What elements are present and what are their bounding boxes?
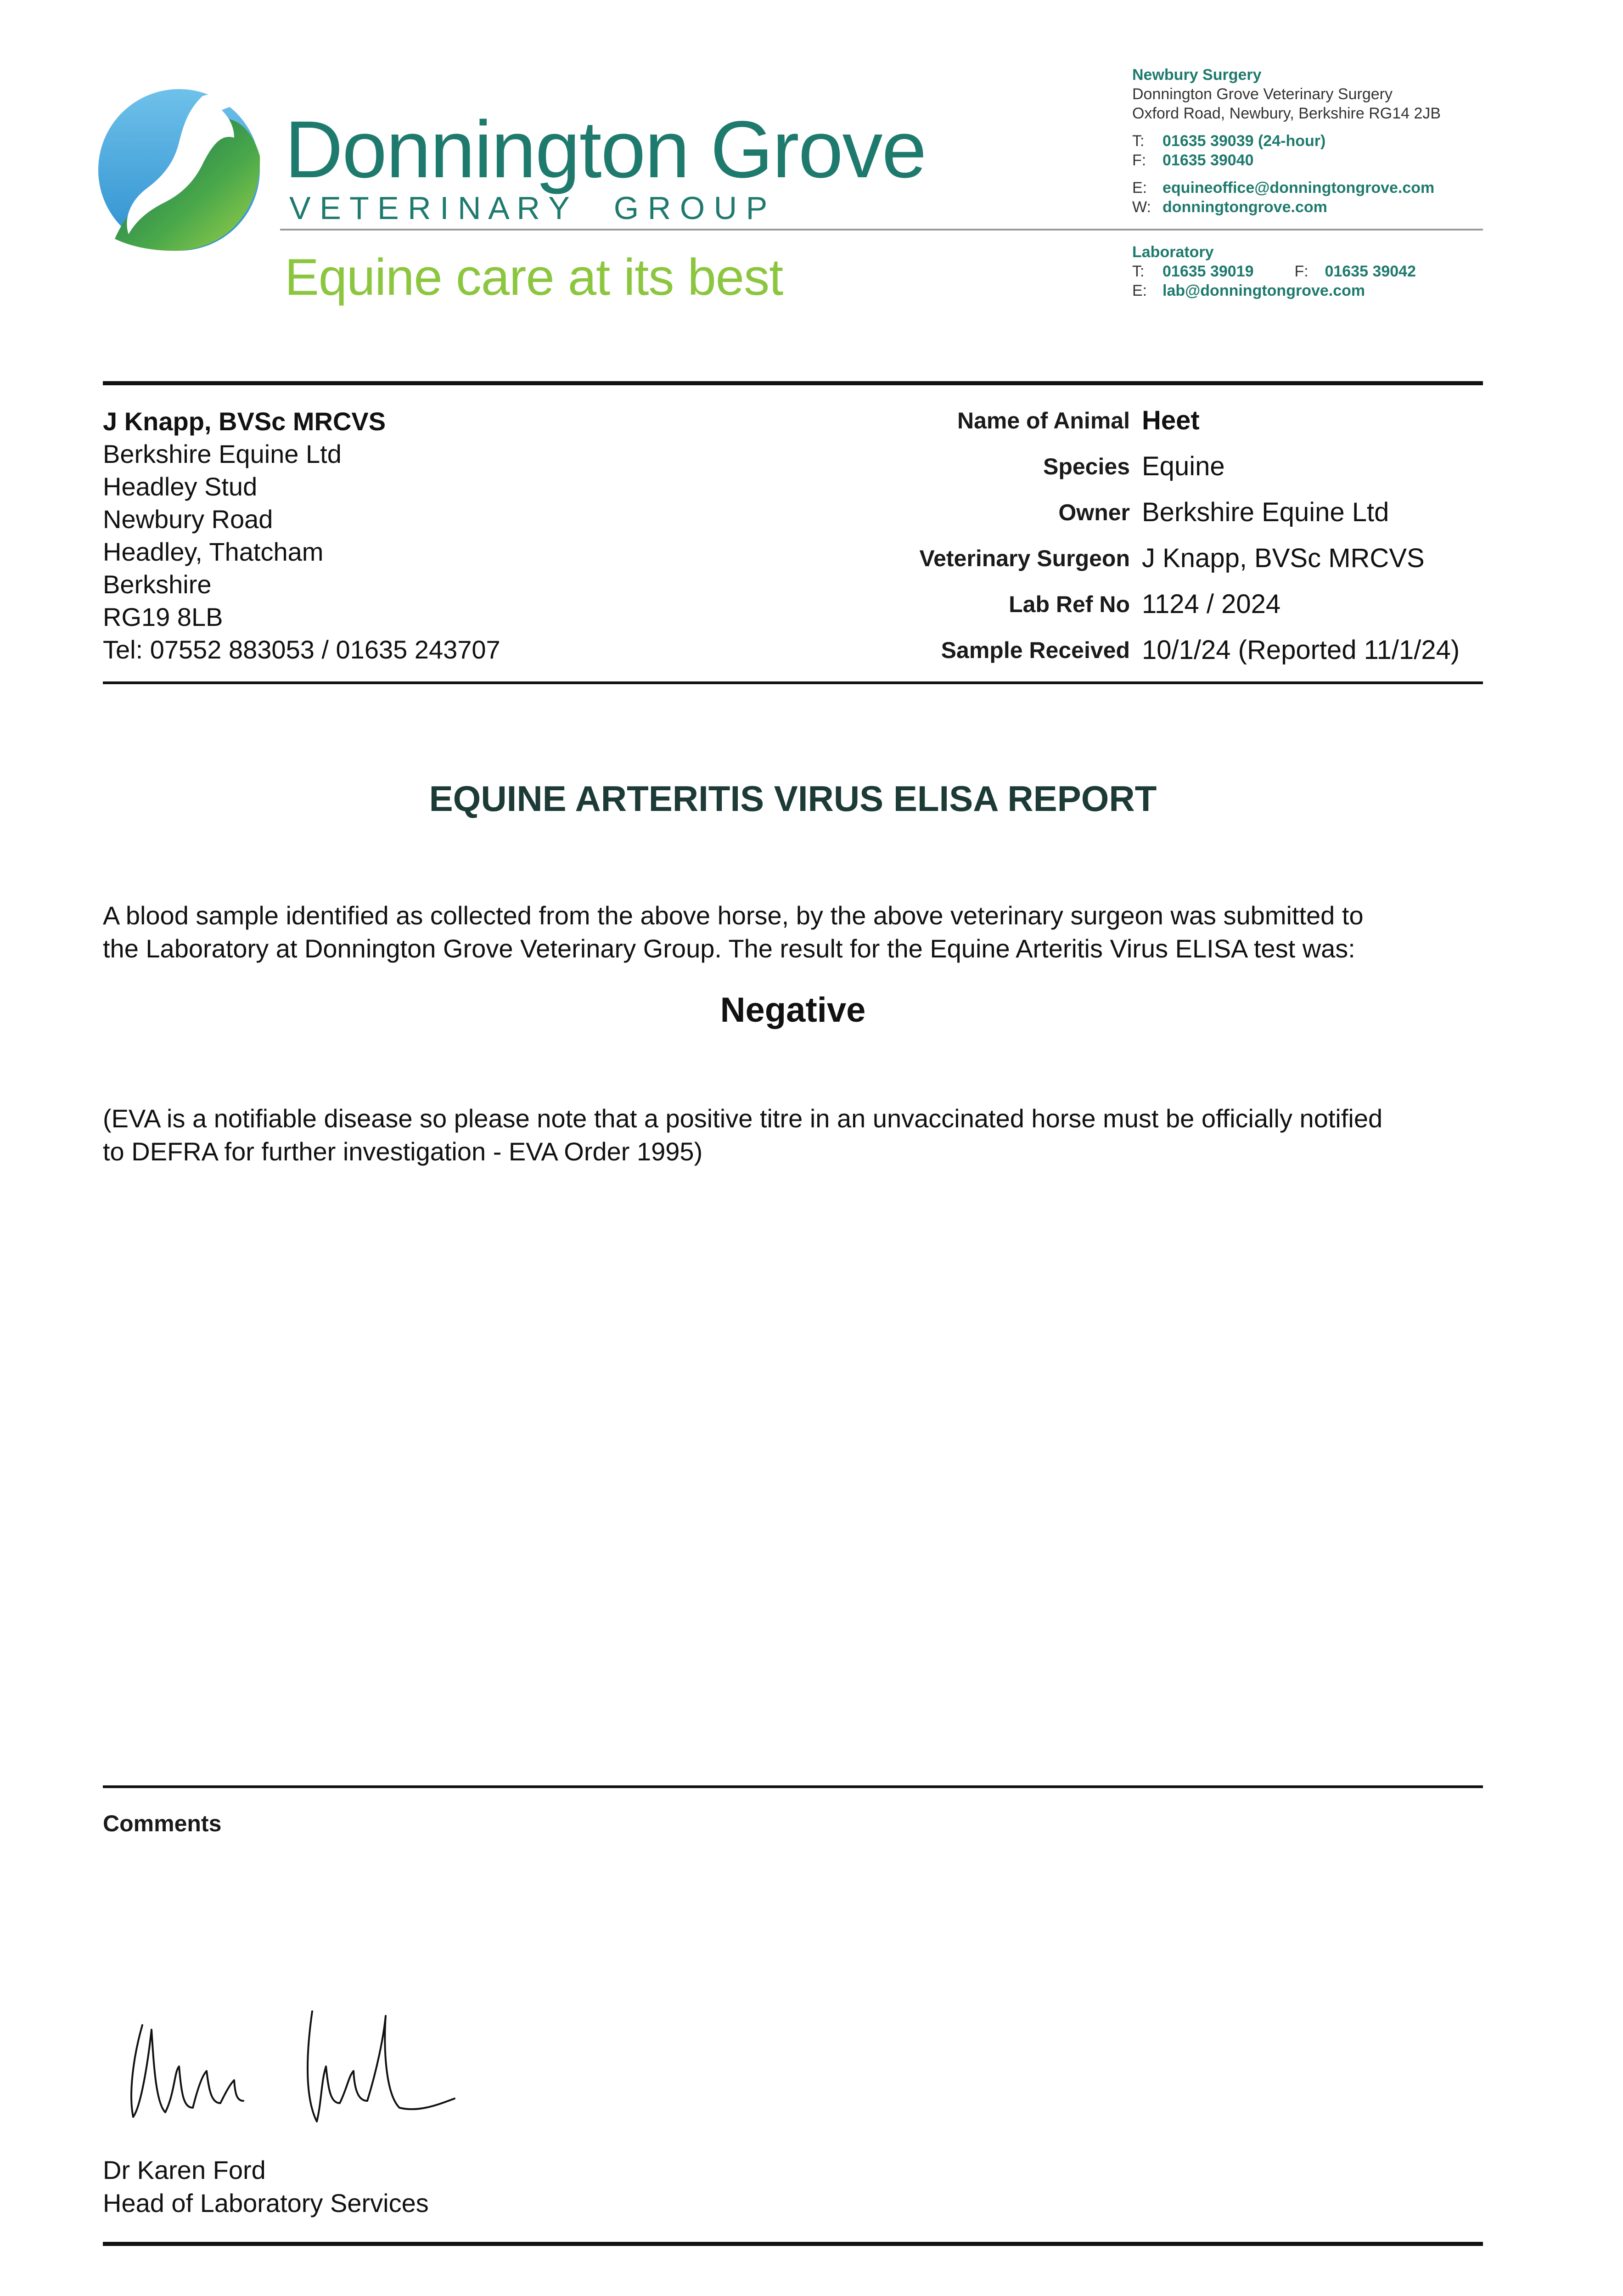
- report-title: EQUINE ARTERITIS VIRUS ELISA REPORT: [429, 778, 1157, 819]
- laboratory-contact-block: [1132, 242, 1416, 300]
- signatory-title: Head of Laboratory Services: [103, 2189, 429, 2217]
- sample-received-label: Sample Received: [941, 637, 1130, 663]
- surgery-address: Oxford Road, Newbury, Berkshire RG14 2JB: [1132, 105, 1441, 122]
- address-line: Headley, Thatcham: [103, 537, 324, 566]
- note-line: to DEFRA for further investigation - EVA Order 1995): [103, 1137, 703, 1166]
- owner-label: Owner: [1058, 500, 1130, 525]
- surgery-email-link[interactable]: equineoffice@donningtongrove.com: [1162, 179, 1435, 197]
- lab-ref-label: Lab Ref No: [1009, 591, 1130, 617]
- owner-value: Berkshire Equine Ltd: [1142, 497, 1389, 527]
- brand-name: Donnington Grove: [285, 105, 926, 195]
- detail-row-owner: [781, 497, 1460, 543]
- lab-fax-label: F:: [1294, 263, 1309, 280]
- animal-name-value: Heet: [1142, 405, 1200, 435]
- signatory-name: Dr Karen Ford: [103, 2155, 266, 2184]
- address-line: Headley Stud: [103, 472, 258, 501]
- lab-heading: Laboratory: [1132, 243, 1214, 261]
- detail-row-species: [781, 451, 1460, 497]
- lab-email-link[interactable]: lab@donningtongrove.com: [1162, 282, 1365, 299]
- address-line: Berkshire Equine Ltd: [103, 439, 342, 468]
- lab-tel-label: T:: [1132, 263, 1145, 280]
- species-label: Species: [1043, 454, 1130, 479]
- web-label: W:: [1132, 198, 1151, 216]
- comments-divider: [103, 1785, 1483, 1788]
- intro-line: A blood sample identified as collected from the above horse, by the above veterinary surgeon was submitted to: [103, 901, 1364, 930]
- address-line: Berkshire: [103, 570, 212, 599]
- header-divider: [280, 229, 1483, 231]
- brand-tagline: Equine care at its best: [285, 248, 783, 306]
- detail-row-vet: [781, 543, 1460, 589]
- detail-row-labref: [781, 589, 1460, 635]
- surgery-name: Donnington Grove Veterinary Surgery: [1132, 85, 1393, 103]
- address-line: RG19 8LB: [103, 602, 223, 631]
- recipient-telephone: Tel: 07552 883053 / 01635 243707: [103, 635, 500, 664]
- top-divider: [103, 381, 1483, 385]
- detail-row-received: [781, 635, 1460, 681]
- lab-email-label: E:: [1132, 282, 1147, 299]
- species-value: Equine: [1142, 451, 1225, 481]
- lab-fax: 01635 39042: [1325, 263, 1416, 280]
- lab-ref-value: 1124 / 2024: [1142, 589, 1281, 619]
- animal-name-label: Name of Animal: [957, 408, 1130, 433]
- lab-tel: 01635 39019: [1162, 263, 1254, 280]
- animal-details: [781, 405, 1460, 681]
- brand-subtitle: V E T E R I N A R Y G R O U P: [289, 190, 768, 226]
- details-divider: [103, 681, 1483, 684]
- notifiable-note: [103, 1102, 1489, 1168]
- fax-label: F:: [1132, 152, 1146, 169]
- vet-label: Veterinary Surgeon: [919, 546, 1130, 571]
- note-line: (EVA is a notifiable disease so please note that a positive titre in an unvaccinated horse must be officially notified: [103, 1104, 1383, 1133]
- sample-received-value: 10/1/24 (Reported 11/1/24): [1142, 635, 1460, 665]
- recipient-name: J Knapp, BVSc MRCVS: [103, 407, 386, 436]
- vet-value: J Knapp, BVSc MRCVS: [1142, 543, 1425, 573]
- surgery-tel: 01635 39039 (24-hour): [1162, 132, 1326, 150]
- detail-row-animal: [781, 405, 1460, 451]
- address-line: Newbury Road: [103, 505, 273, 534]
- comments-label: Comments: [103, 1811, 222, 1836]
- surgery-heading: Newbury Surgery: [1132, 66, 1262, 84]
- signatory-block: [103, 2154, 429, 2220]
- surgery-fax: 01635 39040: [1162, 152, 1254, 169]
- test-result: Negative: [720, 990, 866, 1030]
- surgery-contact-block: [1132, 65, 1441, 217]
- handwritten-signature: [115, 2002, 482, 2140]
- intro-paragraph: [103, 899, 1489, 965]
- email-label: E:: [1132, 179, 1147, 197]
- website-link[interactable]: donningtongrove.com: [1162, 198, 1327, 216]
- intro-line: the Laboratory at Donnington Grove Veterinary Group. The result for the Equine Arteritis Virus ELISA test was:: [103, 934, 1355, 963]
- recipient-address: [103, 405, 500, 666]
- tel-label: T:: [1132, 132, 1145, 150]
- donnington-grove-logo-icon: [96, 87, 262, 253]
- bottom-divider: [103, 2242, 1483, 2246]
